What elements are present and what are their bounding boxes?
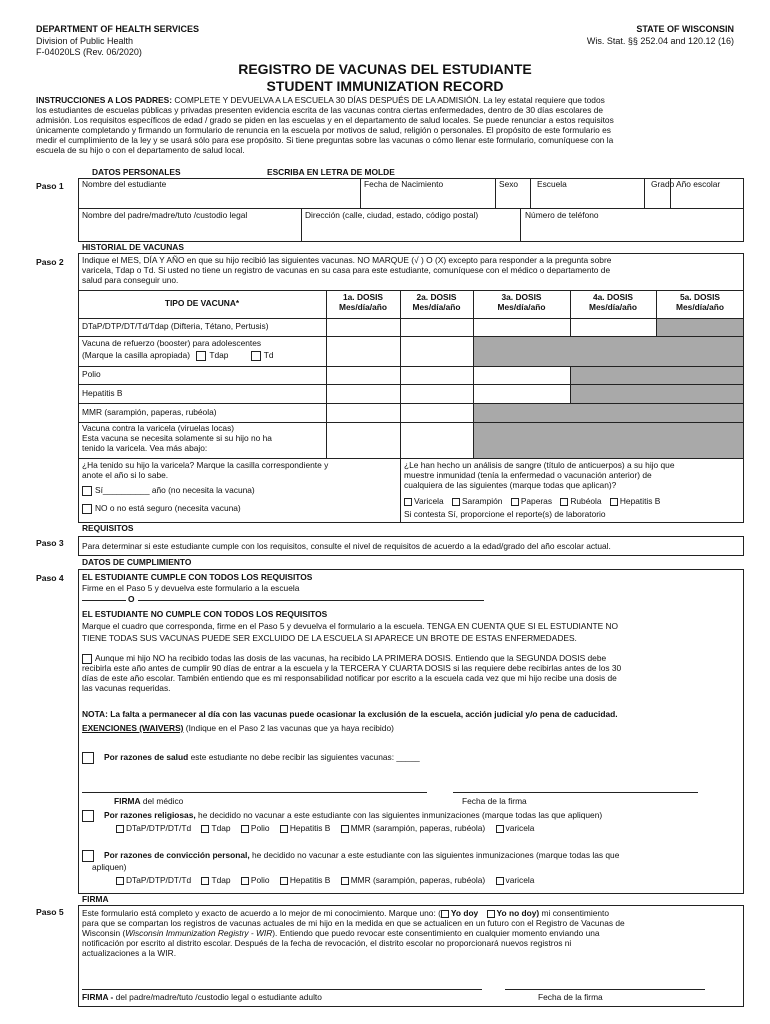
varicella-no-label: NO o no está seguro (necesita vacuna) bbox=[95, 503, 241, 514]
rel-polio-checkbox[interactable] bbox=[241, 825, 249, 833]
phone-field[interactable]: Número de teléfono bbox=[525, 210, 599, 220]
instructions-lead: INSTRUCCIONES A LOS PADRES: bbox=[36, 95, 173, 105]
not-meets-line-2: TIENE TODAS SUS VACUNAS PUEDE SER EXCLUIDO DE LA ESCUELA SI APARECE UN BROTE DE ESTAS ENFERMEDADES. bbox=[82, 633, 577, 643]
pers-hepb-checkbox[interactable] bbox=[280, 877, 288, 885]
instructions-line-2: los estudiantes de escuelas públicas y privadas presenten evidencia escrita de las vacunas contra ciertas enfermedades, dentro de 30 días escolares de bbox=[36, 104, 604, 115]
consent-no-label: Yo no doy) bbox=[496, 908, 540, 918]
varicella-no-checkbox[interactable] bbox=[82, 504, 92, 514]
compliance-heading: DATOS DE CUMPLIMIENTO bbox=[82, 557, 192, 567]
parent-signature-line[interactable] bbox=[82, 989, 482, 990]
consent-yes-label: Yo doy bbox=[450, 908, 479, 918]
statute-reference: Wis. Stat. §§ 252.04 and 120.12 (16) bbox=[586, 36, 734, 46]
waivers-line bbox=[82, 724, 394, 734]
rel-tdap-checkbox[interactable] bbox=[201, 825, 209, 833]
step-5-label: Paso 5 bbox=[36, 907, 64, 917]
pers-mmr-checkbox[interactable] bbox=[341, 877, 349, 885]
department-name: DEPARTMENT OF HEALTH SERVICES bbox=[36, 24, 200, 34]
meets-requirements-title: EL ESTUDIANTE CUMPLE CON TODOS LOS REQUISITOS bbox=[82, 572, 313, 582]
dose-5-header: 5a. DOSIS Mes/día/año bbox=[676, 292, 724, 312]
pers-dtap-checkbox[interactable] bbox=[116, 877, 124, 885]
address-field[interactable]: Dirección (calle, ciudad, estado, código postal) bbox=[305, 210, 479, 220]
blood-measles-checkbox[interactable] bbox=[452, 498, 460, 506]
varicella-yes-option bbox=[82, 486, 255, 496]
pers-polio-checkbox[interactable] bbox=[241, 877, 249, 885]
shaded-cell bbox=[474, 404, 743, 422]
booster-instruction: (Marque la casilla apropiada) bbox=[82, 350, 190, 361]
instructions-line-1: COMPLETE Y DEVUELVA A LA ESCUELA 30 DÍAS DESPUÉS DE LA ADMISIÓN. La ley estatal requiere que todos bbox=[172, 95, 605, 105]
varicella-yes-checkbox[interactable] bbox=[82, 486, 92, 496]
blood-hepb-checkbox[interactable] bbox=[610, 498, 618, 506]
md-signature-line[interactable] bbox=[82, 792, 427, 793]
school-field[interactable]: Escuela bbox=[537, 179, 567, 189]
personal-waiver-option: Por razones de convicción personal, he decidido no vacunar a este estudiante con las siguientes inmunizaciones (marque todas las que bbox=[82, 850, 619, 862]
parent-name-field[interactable]: Nombre del padre/madre/tuto /custodio legal bbox=[82, 210, 248, 220]
blood-rubella-checkbox[interactable] bbox=[560, 498, 568, 506]
consent-text: Este formulario está completo y exacto de acuerdo a lo mejor de mi conocimiento. Marque uno: ( Yo doy Yo no doy) mi consentimiento para que se compartan los registros de vacunas actuales de mi hijo en la medida en que se actualicen en un futuro con el Registro de Vacunas de Wisconsin (Wisconsin Immunization Registry - WIR). Entiendo que puedo revocar este consentimiento en cualquier momento enviando una notificación por escrito al distrito escolar. Después de la fecha de revocación, el distrito escolar no proporcionará nuevos registros ni actualizaciones a la WIR. bbox=[82, 908, 625, 958]
instructions bbox=[36, 96, 736, 155]
waivers-note: (Indique en el Paso 2 las vacunas que ya haya recibido) bbox=[185, 723, 394, 733]
dose-2-header: 2a. DOSIS Mes/día/año bbox=[412, 292, 461, 312]
religious-waiver-checkbox[interactable] bbox=[82, 810, 94, 822]
tdap-label: Tdap bbox=[209, 350, 229, 361]
shaded-cell bbox=[571, 367, 743, 384]
vaccine-instr-2: varicela, Tdap o Td. Si usted no tiene un registro de vacunas en su casa para este estudiante, comuníquese con el médico o departamento de bbox=[82, 264, 611, 275]
md-signature-date-label: Fecha de la firma bbox=[462, 796, 527, 806]
vaccine-type-header: TIPO DE VACUNA* bbox=[164, 298, 240, 308]
step-2-label: Paso 2 bbox=[36, 257, 64, 267]
td-label: Td bbox=[263, 350, 274, 361]
vaccine-row-dtap: DTaP/DTP/DT/Td/Tdap (Difteria, Tétano, Pertusis) bbox=[82, 321, 269, 331]
shaded-cell bbox=[474, 337, 743, 366]
blood-test-options: Varicela Sarampión Paperas Rubéola Hepatitis B bbox=[404, 497, 660, 507]
booster-options bbox=[82, 351, 274, 361]
personal-waiver-line-2: apliquen) bbox=[92, 862, 127, 872]
state-name: STATE OF WISCONSIN bbox=[636, 24, 734, 34]
md-signature-label: FIRMA del médico bbox=[114, 796, 184, 806]
vaccine-row-booster: Vacuna de refuerzo (booster) para adolescentes bbox=[82, 338, 262, 348]
form-number: F-04020LS (Rev. 06/2020) bbox=[36, 47, 142, 57]
tdap-checkbox[interactable] bbox=[196, 351, 206, 361]
personal-data-heading: DATOS PERSONALES bbox=[92, 167, 181, 177]
parent-signature-date-line[interactable] bbox=[505, 989, 705, 990]
vaccine-history-heading: HISTORIAL DE VACUNAS bbox=[82, 242, 184, 252]
step-1-label: Paso 1 bbox=[36, 181, 64, 191]
health-waiver-checkbox[interactable] bbox=[82, 752, 94, 764]
meets-requirements-text: Firme en el Paso 5 y devuelva este formulario a la escuela bbox=[82, 583, 300, 593]
consent-yes-checkbox[interactable] bbox=[441, 910, 449, 918]
vaccine-instructions bbox=[82, 256, 742, 286]
rel-dtap-checkbox[interactable] bbox=[116, 825, 124, 833]
personal-vaccine-options: DTaP/DTP/DT/Td Tdap Polio Hepatitis B MMR (sarampión, paperas, rubéola) varicela bbox=[116, 876, 534, 886]
dose-1-header: 1a. DOSIS Mes/día/año bbox=[339, 292, 387, 312]
rel-hepb-checkbox[interactable] bbox=[280, 825, 288, 833]
or-divider: O bbox=[128, 594, 135, 604]
vaccine-instr-3: salud para conseguir uno. bbox=[82, 274, 179, 285]
signature-heading: FIRMA bbox=[82, 894, 109, 904]
varicella-yes-label: Sí__________ año (no necesita la vacuna) bbox=[95, 485, 255, 496]
health-waiver-option: Por razones de salud este estudiante no debe recibir las siguientes vacunas: _____ bbox=[82, 752, 420, 764]
instructions-line-5: medir el cumplimiento de la ley y se usará sólo para ese propósito. Si tiene preguntas sobre las vacunas o cómo llenar este formulario, comuníquese con la bbox=[36, 134, 614, 145]
vaccine-instr-1: Indique el MES, DÍA Y AÑO en que su hijo recibió las siguientes vacunas. NO MARQUE (√ ) O (X) excepto para responder a la pregunta sobre bbox=[82, 255, 612, 265]
dob-field[interactable]: Fecha de Nacimiento bbox=[364, 179, 444, 189]
religious-vaccine-options: DTaP/DTP/DT/Td Tdap Polio Hepatitis B MMR (sarampión, paperas, rubéola) varicela bbox=[116, 824, 534, 834]
instructions-line-3: admisión. Los requisitos específicos de edad / grado se piden en las escuelas y en el departamento de salud locales. Se puede renunciar a estos requisitos bbox=[36, 114, 614, 125]
consent-no-checkbox[interactable] bbox=[487, 910, 495, 918]
instructions-line-6: escuela de su hijo o con el departamento de salud local. bbox=[36, 144, 245, 155]
step-4-label: Paso 4 bbox=[36, 573, 64, 583]
grade-field[interactable]: Grado bbox=[651, 179, 675, 189]
pers-tdap-checkbox[interactable] bbox=[201, 877, 209, 885]
student-name-field[interactable]: Nombre del estudiante bbox=[82, 179, 167, 189]
waivers-heading: EXENCIONES (WAIVERS) bbox=[82, 723, 184, 733]
md-signature-date-line[interactable] bbox=[453, 792, 698, 793]
vaccine-row-hepb: Hepatitis B bbox=[82, 388, 123, 398]
exclusion-note: NOTA: La falta a permanecer al día con las vacunas puede ocasionar la exclusión de la escuela, acción judicial y/o pena de caducidad. bbox=[82, 709, 618, 719]
td-checkbox[interactable] bbox=[251, 351, 261, 361]
blood-mumps-checkbox[interactable] bbox=[511, 498, 519, 506]
step-3-label: Paso 3 bbox=[36, 538, 64, 548]
personal-waiver-checkbox[interactable] bbox=[82, 850, 94, 862]
vaccine-row-mmr: MMR (sarampión, paperas, rubéola) bbox=[82, 407, 217, 417]
parent-signature-label: FIRMA - del padre/madre/tuto /custodio legal o estudiante adulto bbox=[82, 992, 322, 1002]
sex-field[interactable]: Sexo bbox=[499, 179, 519, 189]
lab-report-note: Si contesta Sí, proporcione el reporte(s) de laboratorio bbox=[404, 509, 606, 519]
religious-waiver-option: Por razones religiosas, he decidido no vacunar a este estudiante con las siguientes inmunizaciones (marque todas las que apliquen) bbox=[82, 810, 602, 822]
not-meets-line-1: Marque el cuadro que corresponda, firme en el Paso 5 y devuelva el formulario a la escuela. TENGA EN CUENTA QUE SI EL ESTUDIANTE NO bbox=[82, 621, 619, 631]
vaccine-row-polio: Polio bbox=[82, 369, 101, 379]
requirements-text: Para determinar si este estudiante cumple con los requisitos, consulte el nivel de requisitos de acuerdo a la edad/grado del año escolar actual. bbox=[82, 541, 611, 551]
division-name: Division of Public Health bbox=[36, 36, 134, 46]
school-year-field[interactable]: Año escolar bbox=[676, 179, 721, 189]
rel-varicella-checkbox[interactable] bbox=[496, 825, 504, 833]
varicella-question: ¿Ha tenido su hijo la varicela? Marque la casilla correspondiente y anote el año si lo sabe. bbox=[82, 460, 329, 480]
instructions-line-4: únicamente completando y firmando un formulario de renuncia en la escuela por motivos de salud, religión o personales. El propósito de este formulario es bbox=[36, 124, 611, 135]
requirements-heading: REQUISITOS bbox=[82, 523, 134, 533]
pers-varicella-checkbox[interactable] bbox=[496, 877, 504, 885]
print-note: ESCRIBA EN LETRA DE MOLDE bbox=[267, 167, 395, 177]
dose-3-header: 3a. DOSIS Mes/día/año bbox=[497, 292, 546, 312]
shaded-cell bbox=[571, 385, 743, 403]
shaded-cell bbox=[474, 423, 743, 458]
first-dose-option: Aunque mi hijo NO ha recibido todas las dosis de las vacunas, ha recibido LA PRIMERA DOSIS. Entiendo que la SEGUNDA DOSIS debe recibirla este año antes de cumplir 90 días de entrar a la escuela y la TERCERA Y CUARTA DOSIS si las requiere debe recibirlas antes de los 30 días de este año escolar. También entiendo que es mi responsabilidad notificar por escrito a la escuela cada vez que mi hijo recibe una dosis de las vacunas requeridas. bbox=[82, 653, 622, 693]
form-title-en: STUDENT IMMUNIZATION RECORD bbox=[266, 78, 504, 94]
blood-varicella-checkbox[interactable] bbox=[404, 498, 412, 506]
form-title-es: REGISTRO DE VACUNAS DEL ESTUDIANTE bbox=[238, 61, 532, 77]
not-meets-title: EL ESTUDIANTE NO CUMPLE CON TODOS LOS REQUISITOS bbox=[82, 609, 328, 619]
parent-signature-date-label: Fecha de la firma bbox=[538, 992, 603, 1002]
shaded-cell bbox=[657, 319, 743, 336]
vaccine-row-varicella: Vacuna contra la varicela (viruelas locas) Esta vacuna se necesita solamente si su hijo no ha tenido la varicela. Vea más abajo: bbox=[82, 423, 272, 453]
rel-mmr-checkbox[interactable] bbox=[341, 825, 349, 833]
blood-test-question: ¿Le han hecho un análisis de sangre (título de anticuerpos) a su hijo que muestre inmunidad (tenía la enfermedad o vacunación anterior) de cualquiera de las siguientes (marque todas que aplican)? bbox=[404, 460, 675, 490]
varicella-no-option bbox=[82, 504, 241, 514]
dose-4-header: 4a. DOSIS Mes/día/año bbox=[589, 292, 637, 312]
